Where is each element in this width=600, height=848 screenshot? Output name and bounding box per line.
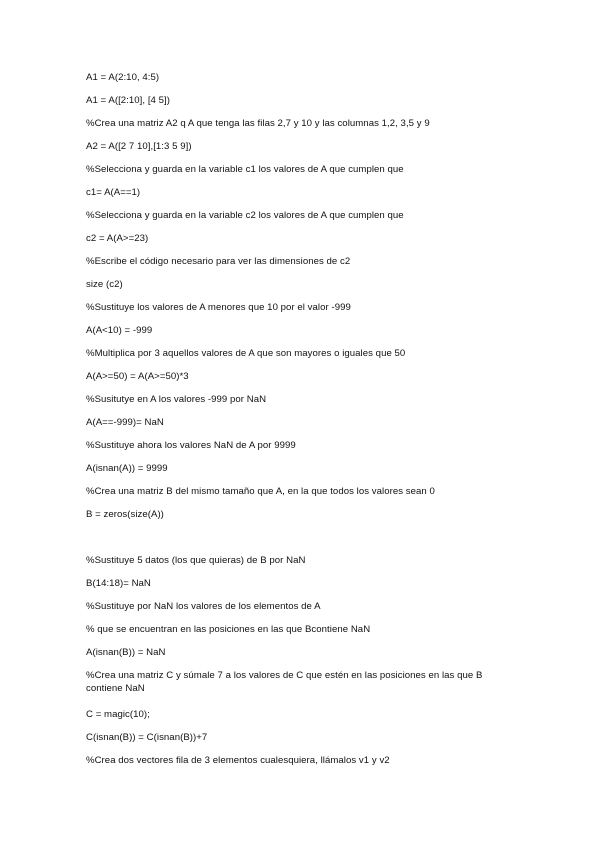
comment-line: %Selecciona y guarda en la variable c1 los valores de A que cumplen que <box>86 164 404 175</box>
code-line: A(isnan(B)) = NaN <box>86 647 166 658</box>
code-line: A2 = A([2 7 10],[1:3 5 9]) <box>86 141 192 152</box>
code-line: A(A<10) = -999 <box>86 325 153 336</box>
code-line: C = magic(10); <box>86 709 150 720</box>
comment-line: %Sustituye por NaN los valores de los elementos de A <box>86 601 321 612</box>
code-line: c1= A(A==1) <box>86 187 141 198</box>
code-line: A1 = A(2:10, 4:5) <box>86 72 160 83</box>
code-line: c2 = A(A>=23) <box>86 233 149 244</box>
comment-line: %Crea una matriz C y súmale 7 a los valores de C que estén en las posiciones en las que B contiene NaN <box>86 670 483 694</box>
code-line: B(14:18)= NaN <box>86 578 151 589</box>
comment-line: %Selecciona y guarda en la variable c2 los valores de A que cumplen que <box>86 210 404 221</box>
comment-line: %Crea una matriz B del mismo tamaño que A, en la que todos los valores sean 0 <box>86 486 435 497</box>
code-line: A(isnan(A)) = 9999 <box>86 463 168 474</box>
comment-line: %Sustituye 5 datos (los que quieras) de B por NaN <box>86 555 306 566</box>
code-line: size (c2) <box>86 279 123 290</box>
comment-line: %Crea dos vectores fila de 3 elementos cualesquiera, llámalos v1 y v2 <box>86 755 390 766</box>
code-line: C(isnan(B)) = C(isnan(B))+7 <box>86 732 208 743</box>
comment-line: %Sustituye ahora los valores NaN de A por 9999 <box>86 440 296 451</box>
comment-line: % que se encuentran en las posiciones en las que Bcontiene NaN <box>86 624 371 635</box>
code-line: A1 = A([2:10], [4 5]) <box>86 95 170 106</box>
comment-line: %Crea una matriz A2 q A que tenga las filas 2,7 y 10 y las columnas 1,2, 3,5 y 9 <box>86 118 430 129</box>
code-line: B = zeros(size(A)) <box>86 509 164 520</box>
code-line: A(A==-999)= NaN <box>86 417 164 428</box>
code-line: A(A>=50) = A(A>=50)*3 <box>86 371 189 382</box>
comment-line: %Escribe el código necesario para ver las dimensiones de c2 <box>86 256 351 267</box>
comment-line: %Susitutye en A los valores -999 por NaN <box>86 394 267 405</box>
comment-line: %Multiplica por 3 aquellos valores de A que son mayores o iguales que 50 <box>86 348 406 359</box>
comment-line: %Sustituye los valores de A menores que 10 por el valor -999 <box>86 302 351 313</box>
